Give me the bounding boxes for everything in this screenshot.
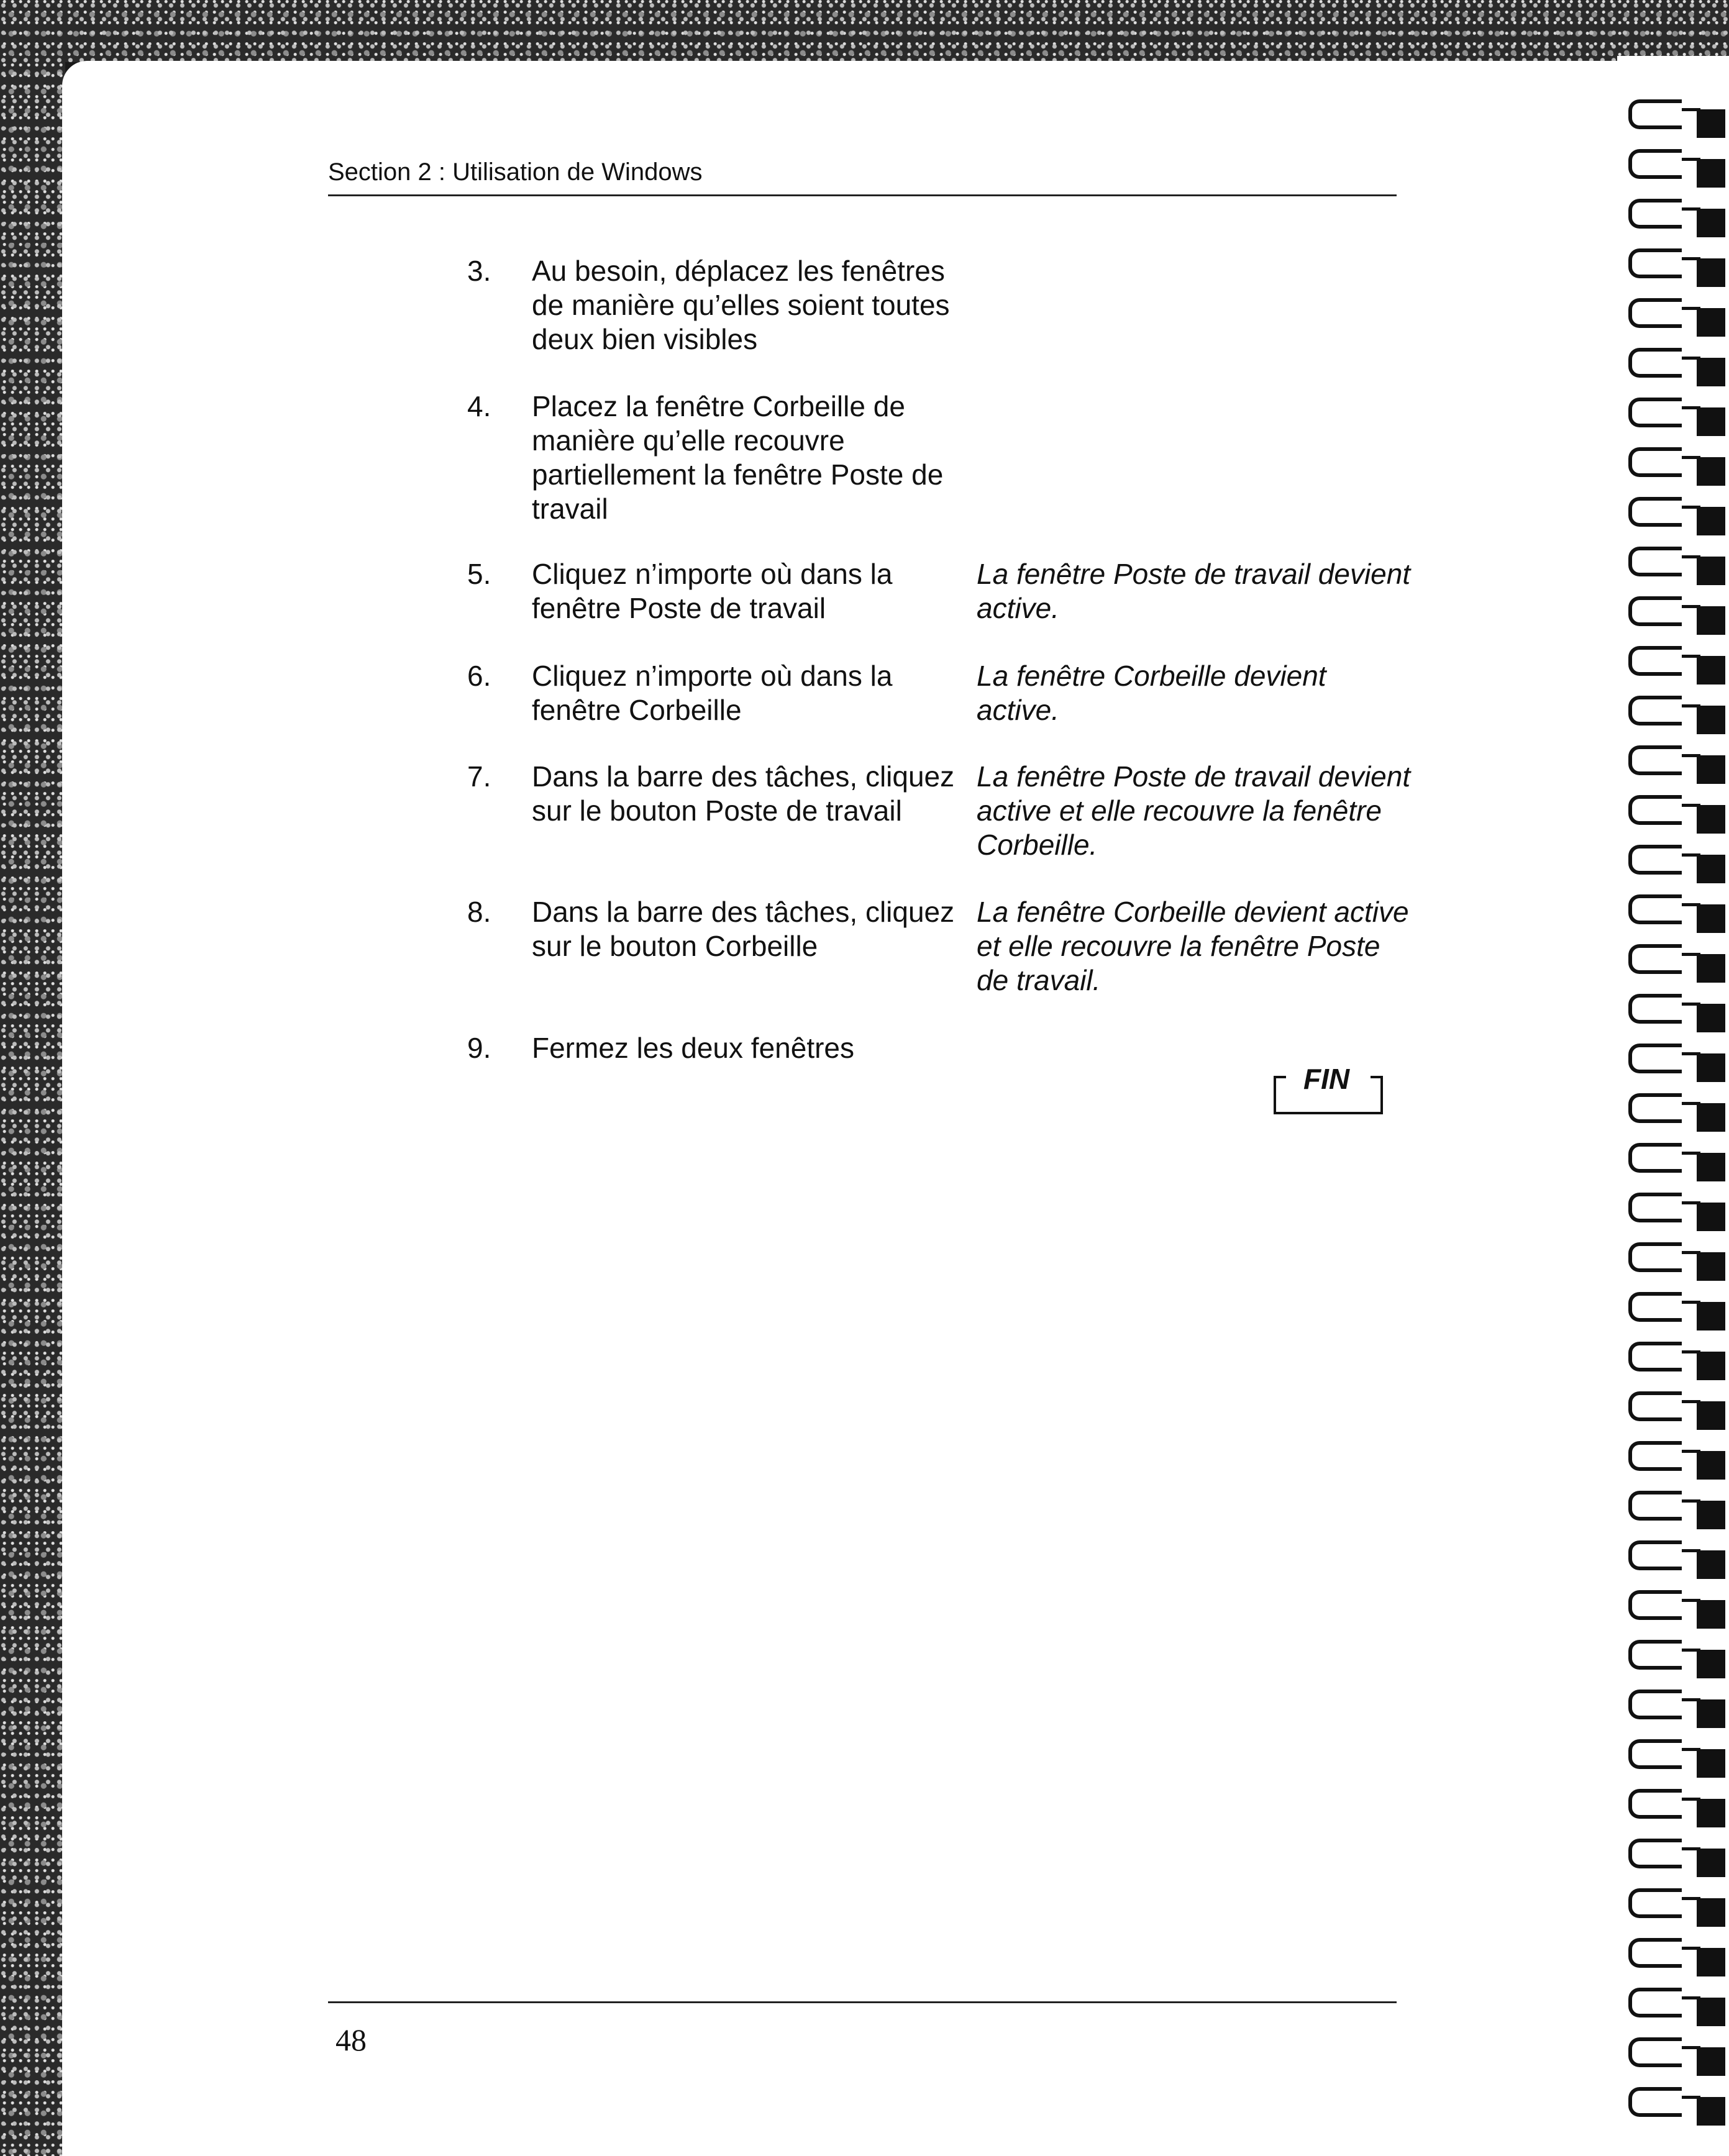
- binding-ring: [1628, 398, 1682, 427]
- binding-hole: [1697, 1501, 1725, 1529]
- step-instruction: Cliquez n’importe où dans la fenêtre Corbeille: [532, 660, 893, 726]
- binding-ring: [1628, 1391, 1682, 1421]
- binding-ring: [1628, 845, 1682, 875]
- binding-ring: [1628, 596, 1682, 626]
- binding-hole: [1697, 1103, 1725, 1132]
- step-instruction: Cliquez n’importe où dans la fenêtre Poste de travail: [532, 558, 893, 624]
- binding-ring: [1628, 1193, 1682, 1222]
- binding-ring: [1628, 348, 1682, 378]
- binding-ring: [1628, 1590, 1682, 1620]
- binding-hole: [1697, 1252, 1725, 1281]
- binding-ring: [1628, 199, 1682, 229]
- footer-rule: [328, 2001, 1397, 2003]
- binding-hole: [1697, 308, 1725, 337]
- step-number: 3.: [467, 255, 491, 287]
- binding-hole: [1697, 706, 1725, 734]
- binding-hole: [1697, 1352, 1725, 1380]
- step-instruction: Placez la fenêtre Corbeille de manière qu’elle recouvre partiellement la fenêtre Poste de travail: [532, 390, 944, 525]
- binding-ring: [1628, 1093, 1682, 1123]
- binding-hole: [1697, 1153, 1725, 1181]
- step-result: La fenêtre Poste de travail devient active.: [977, 558, 1411, 624]
- step-number: 4.: [467, 390, 491, 422]
- binding-hole: [1697, 507, 1725, 535]
- binding-ring: [1628, 248, 1682, 278]
- step-number: 9.: [467, 1032, 491, 1064]
- end-marker: [1274, 1063, 1383, 1114]
- binding-hole: [1697, 109, 1725, 138]
- scan-border-left: [0, 0, 65, 2156]
- step-number: 6.: [467, 660, 491, 692]
- binding-hole: [1697, 1451, 1725, 1480]
- binding-hole: [1697, 1550, 1725, 1579]
- binding-hole: [1697, 954, 1725, 983]
- step-number: 7.: [467, 760, 491, 793]
- page-number: 48: [335, 2022, 367, 2057]
- binding-ring: [1628, 1988, 1682, 2017]
- binding-ring: [1628, 2037, 1682, 2067]
- binding-ring: [1628, 1640, 1682, 1670]
- binding-hole: [1697, 407, 1725, 436]
- binding-ring: [1628, 1491, 1682, 1521]
- binding-hole: [1697, 1302, 1725, 1330]
- step-number: 8.: [467, 896, 491, 928]
- binding-hole: [1697, 606, 1725, 635]
- binding-hole: [1697, 904, 1725, 933]
- binding-hole: [1697, 755, 1725, 784]
- step-number: 5.: [467, 558, 491, 590]
- binding-hole: [1697, 209, 1725, 237]
- binding-ring: [1628, 1938, 1682, 1968]
- binding-ring: [1628, 99, 1682, 129]
- step-instruction: Dans la barre des tâches, cliquez sur le bouton Corbeille: [532, 896, 955, 962]
- step-instruction: Au besoin, déplacez les fenêtres de manière qu’elles soient toutes deux bien visibles: [532, 255, 950, 355]
- binding-ring: [1628, 447, 1682, 477]
- binding-hole: [1697, 1849, 1725, 1877]
- binding-ring: [1628, 894, 1682, 924]
- binding-hole: [1697, 1898, 1725, 1927]
- step-instruction: Dans la barre des tâches, cliquez sur le bouton Poste de travail: [532, 760, 955, 827]
- binding-hole: [1697, 1650, 1725, 1678]
- document-page: [62, 61, 1729, 2156]
- binding-ring: [1628, 497, 1682, 527]
- binding-hole: [1697, 656, 1725, 685]
- binding-ring: [1628, 994, 1682, 1024]
- binding-ring: [1628, 1690, 1682, 1719]
- end-marker-label: FIN: [1303, 1063, 1350, 1095]
- binding-ring: [1628, 1540, 1682, 1570]
- binding-ring: [1628, 2087, 1682, 2117]
- binding-ring: [1628, 1342, 1682, 1371]
- binding-hole: [1697, 855, 1725, 883]
- binding-ring: [1628, 696, 1682, 725]
- binding-hole: [1697, 1053, 1725, 1082]
- header-rule: [328, 194, 1397, 196]
- binding-ring: [1628, 1143, 1682, 1173]
- binding-ring: [1628, 298, 1682, 328]
- binding-ring: [1628, 149, 1682, 179]
- binding-hole: [1697, 1401, 1725, 1430]
- binding-ring: [1628, 1839, 1682, 1868]
- step-result: La fenêtre Poste de travail devient active et elle recouvre la fenêtre Corbeille.: [977, 760, 1411, 861]
- binding-ring: [1628, 944, 1682, 974]
- binding-ring: [1628, 646, 1682, 676]
- binding-ring: [1628, 1739, 1682, 1769]
- step-result: La fenêtre Corbeille devient active et elle recouvre la fenêtre Poste de travail.: [977, 896, 1409, 996]
- binding-hole: [1697, 1203, 1725, 1231]
- binding-ring: [1628, 745, 1682, 775]
- binding-hole: [1697, 1948, 1725, 1976]
- binding-ring: [1628, 1888, 1682, 1918]
- binding-hole: [1697, 358, 1725, 386]
- binding-ring: [1628, 1242, 1682, 1272]
- step-result: La fenêtre Corbeille devient active.: [977, 660, 1326, 726]
- binding-ring: [1628, 1789, 1682, 1819]
- scan-border-top: [0, 0, 1729, 62]
- binding-ring: [1628, 1292, 1682, 1322]
- binding-hole: [1697, 2097, 1725, 2126]
- binding-ring: [1628, 1441, 1682, 1471]
- binding-ring: [1628, 547, 1682, 576]
- binding-hole: [1697, 1004, 1725, 1032]
- binding-hole: [1697, 805, 1725, 834]
- binding-ring: [1628, 795, 1682, 825]
- binding-hole: [1697, 1998, 1725, 2026]
- binding-hole: [1697, 1699, 1725, 1728]
- binding-hole: [1697, 2047, 1725, 2076]
- binding-hole: [1697, 258, 1725, 287]
- spiral-binding: [1617, 56, 1729, 2156]
- section-header: Section 2 : Utilisation de Windows: [328, 158, 703, 186]
- binding-hole: [1697, 557, 1725, 585]
- step-instruction: Fermez les deux fenêtres: [532, 1032, 855, 1064]
- binding-hole: [1697, 159, 1725, 188]
- binding-ring: [1628, 1044, 1682, 1073]
- binding-hole: [1697, 1749, 1725, 1778]
- binding-hole: [1697, 1799, 1725, 1827]
- binding-hole: [1697, 457, 1725, 486]
- binding-hole: [1697, 1600, 1725, 1629]
